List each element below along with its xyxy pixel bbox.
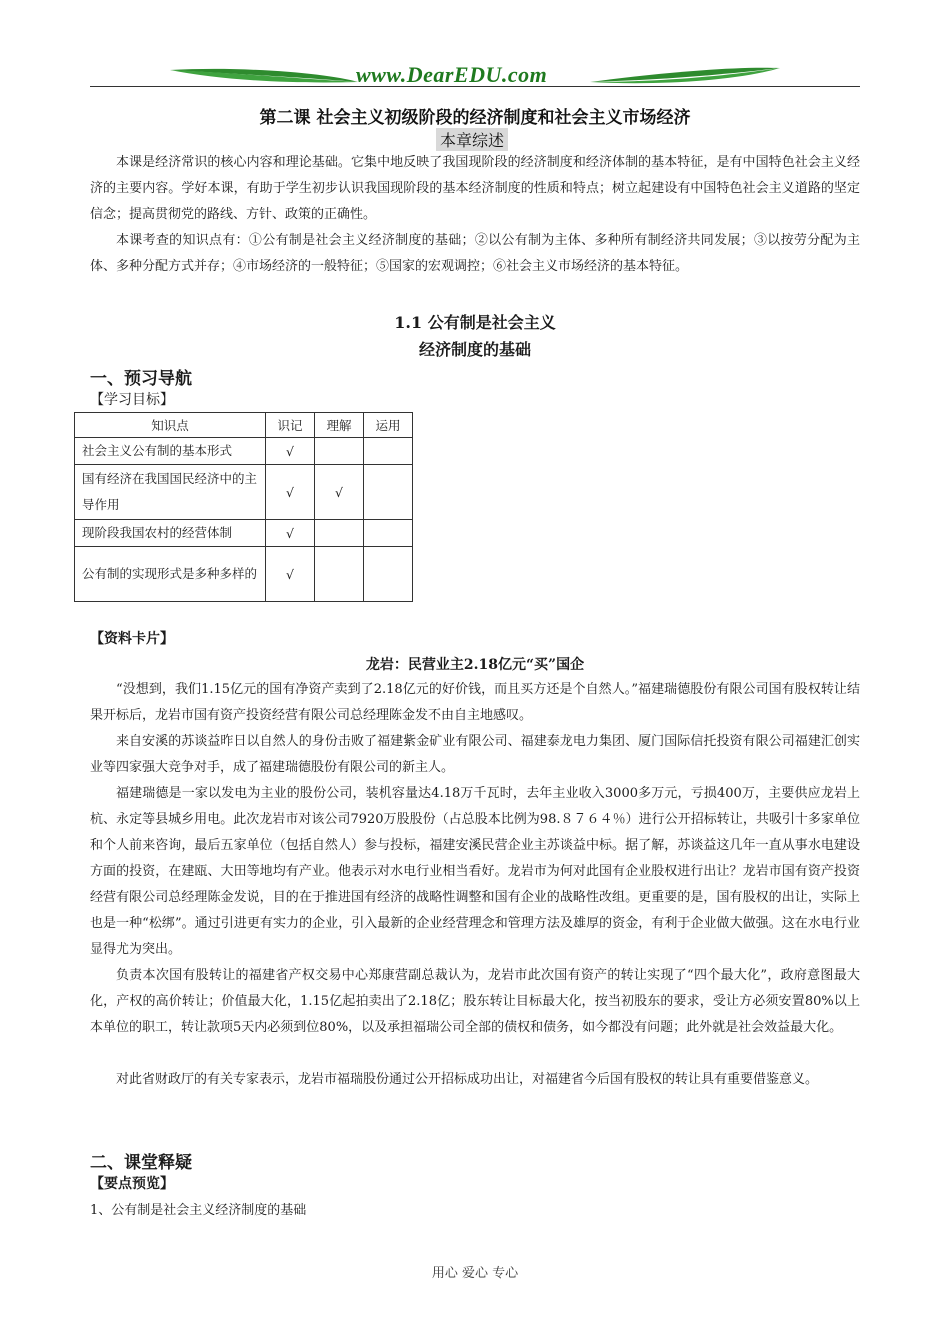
key-point-1: 1、公有制是社会主义经济制度的基础	[90, 1203, 307, 1218]
knowledge-cell: 公有制的实现形式是多种多样的	[75, 547, 266, 602]
article-paragraph-2: 来自安溪的苏谈益昨日以自然人的身份击败了福建紫金矿业有限公司、福建泰龙电力集团、厦门国际信托投资有限公司福建汇创实业等四家强大竞争对手，成了福建瑞德股份有限公司的新主人。	[90, 734, 860, 775]
site-logo-text: www.DearEDU.com	[356, 62, 548, 87]
classroom-heading: 二、课堂释疑	[90, 1153, 192, 1173]
header-understand: 理解	[315, 413, 364, 438]
goals-label: 【学习目标】	[90, 392, 174, 408]
check-cell: √	[315, 465, 364, 520]
learning-goals-table	[74, 412, 413, 602]
article-paragraph-3: 福建瑞德是一家以发电为主业的股份公司，装机容量达4.18万千瓦时，去年主业收入3000多万元，亏损400万，主要供应龙岩上杭、永定等县城乡用电。此次龙岩市对该公司7920万股股份（占总股本比例为98.８７６４％）进行公开招标转让，共吸引十多家单位和个人前来咨询，最后五家单位（包括自然人）参与投标，福建安溪民营企业主苏谈益中标。据了解，苏谈益这几年一直从事水电建设方面的投资，在建瓯、大田等地均有产业。他表示对水电行业相当看好。龙岩市为何对此国有企业股权进行出让？龙岩市国有资产投资经营有限公司总经理陈金发说，目的在于推进国有经济的战略性调整和国有企业的战略性改组。更重要的是，国有股权的出让，实际上也是一种“松绑”。通过引进更有实力的企业，引入最新的企业经营理念和管理方法及雄厚的资金，有利于企业做大做强。这在水电行业显得尤为突出。	[90, 786, 860, 957]
check-cell: √	[266, 438, 315, 465]
knowledge-cell: 现阶段我国农村的经营体制	[75, 520, 266, 547]
table-row	[75, 547, 413, 602]
table-header-row	[75, 413, 413, 438]
page-footer: 用心 爱心 专心	[431, 1266, 519, 1281]
knowledge-cell: 国有经济在我国国民经济中的主导作用	[75, 465, 266, 520]
article-paragraph-4: 负责本次国有股转让的福建省产权交易中心郑康营副总裁认为，龙岩市此次国有资产的转让实现了“四个最大化”，政府意图最大化，产权的高价转让；价值最大化，1.15亿起拍卖出了2.18亿；股东转让目标最大化，按当初股东的要求，受让方必须安置80%以上本单位的职工，转让款项5天内必须到位80%，以及承担福瑞公司全部的债权和债务，如今都没有问题；此外就是社会效益最大化。	[90, 968, 860, 1035]
data-card-label: 【资料卡片】	[90, 631, 174, 647]
check-cell: √	[266, 465, 315, 520]
section-title-line-1: 1.1 公有制是社会主义	[394, 313, 556, 332]
check-cell	[315, 520, 364, 547]
overview-paragraph-2: 本课考查的知识点有：①公有制是社会主义经济制度的基础；②以公有制为主体、多种所有制经济共同发展；③以按劳分配为主体、多种分配方式并存；④市场经济的一般特征；⑤国家的宏观调控；⑥社会主义市场经济的基本特征。	[90, 233, 860, 274]
knowledge-cell: 社会主义公有制的基本形式	[75, 438, 266, 465]
section-title-line-2: 经济制度的基础	[418, 340, 531, 359]
check-cell: √	[266, 520, 315, 547]
preview-heading: 一、预习导航	[90, 369, 192, 389]
check-cell: √	[266, 547, 315, 602]
check-cell	[364, 547, 413, 602]
check-cell	[315, 438, 364, 465]
check-cell	[315, 547, 364, 602]
header-memorize: 识记	[266, 413, 315, 438]
chapter-overview-heading: 本章综述	[436, 128, 508, 151]
overview-paragraph-1: 本课是经济常识的核心内容和理论基础。它集中地反映了我国现阶段的经济制度和经济体制的基本特征，是有中国特色社会主义经济的主要内容。学好本课，有助于学生初步认识我国现阶段的基本经济制度的性质和特点；树立起建设有中国特色社会主义道路的坚定信念；提高贯彻党的路线、方针、政策的正确性。	[90, 155, 860, 222]
check-cell	[364, 520, 413, 547]
table-row	[75, 438, 413, 465]
article-paragraph-5: 对此省财政厅的有关专家表示，龙岩市福瑞股份通过公开招标成功出让，对福建省今后国有股权的转让具有重要借鉴意义。	[116, 1072, 819, 1087]
article-paragraph-1: “没想到，我们1.15亿元的国有净资产卖到了2.18亿元的好价钱，而且买方还是个自然人。”福建瑞德股份有限公司国有股权转让结果开标后，龙岩市国有资产投资经营有限公司总经理陈金发不由自主地感叹。	[90, 682, 860, 723]
check-cell	[364, 438, 413, 465]
key-points-label: 【要点预览】	[90, 1176, 174, 1192]
article-title: 龙岩：民营业主2.18亿元“买”国企	[365, 657, 585, 673]
header-apply: 运用	[364, 413, 413, 438]
header-knowledge: 知识点	[75, 413, 266, 438]
page-title: 第二课 社会主义初级阶段的经济制度和社会主义市场经济	[259, 108, 691, 128]
table-row	[75, 520, 413, 547]
table-row	[75, 465, 413, 520]
check-cell	[364, 465, 413, 520]
